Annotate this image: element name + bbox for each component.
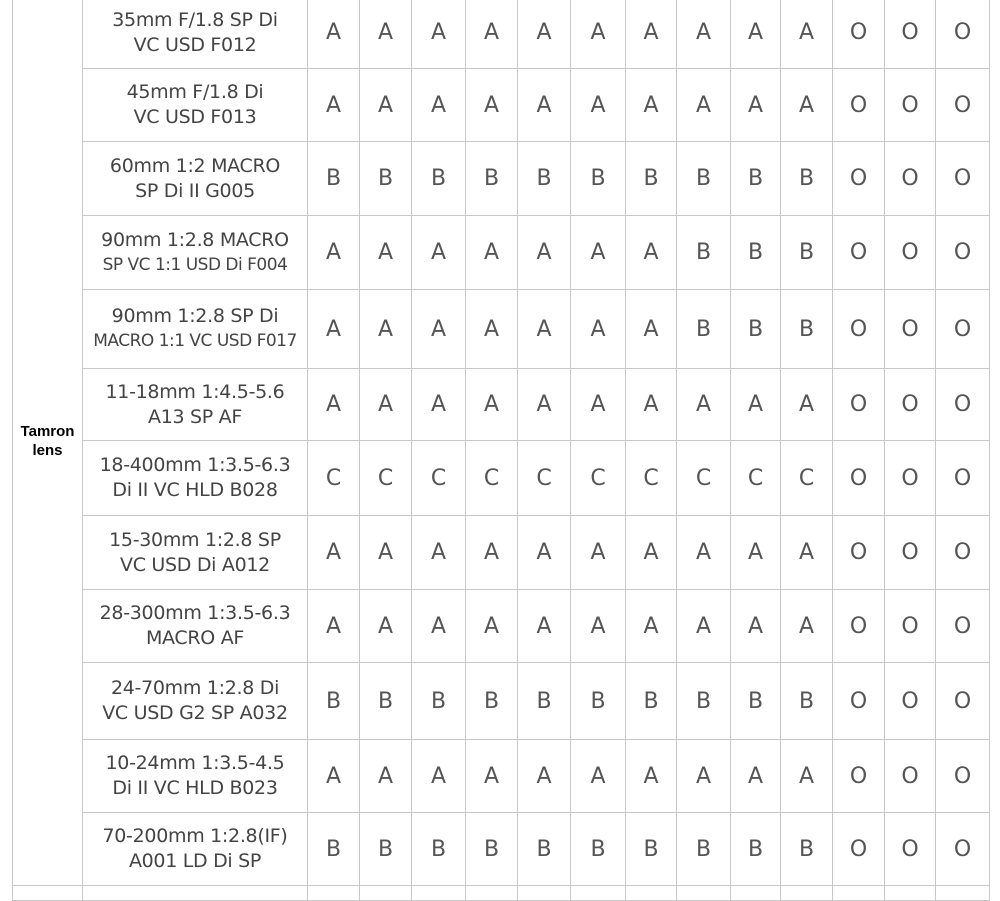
lens-name-line: 11-18mm 1:4.5-5.6 [105, 380, 285, 403]
table-body [13, 0, 990, 901]
compat-value-cell: A [466, 590, 518, 663]
compat-value-cell: O [833, 740, 885, 813]
compat-value-cell: O [833, 142, 885, 216]
lens-name-line: VC USD G2 SP A032 [102, 702, 288, 724]
compat-value-cell: B [781, 290, 833, 369]
empty-cell [83, 886, 308, 901]
compat-value-cell: A [412, 590, 466, 663]
lens-name-line: 35mm F/1.8 SP Di [112, 8, 278, 31]
compat-value-cell: A [412, 216, 466, 290]
compat-value-cell: B [677, 813, 731, 886]
compat-value-cell: A [518, 69, 571, 142]
compat-value-cell: A [677, 69, 731, 142]
lens-name-line: VC USD F012 [133, 33, 257, 56]
lens-name-line: Di II VC HLD B023 [112, 777, 278, 799]
compat-value-cell: A [466, 0, 518, 69]
compat-value-cell: A [412, 516, 466, 590]
compat-value-cell: A [466, 740, 518, 813]
compat-value-cell: A [571, 216, 626, 290]
compat-value-cell: B [518, 142, 571, 216]
compat-value-cell: A [571, 369, 626, 441]
compat-value-cell: O [936, 69, 990, 142]
compat-value-cell: O [936, 0, 990, 69]
table-row [13, 369, 990, 441]
compat-value-cell: B [731, 216, 781, 290]
compat-value-cell: C [360, 441, 412, 516]
compat-value-cell: A [781, 0, 833, 69]
empty-cell [677, 886, 731, 901]
compat-value-cell: O [936, 663, 990, 740]
compat-value-cell: B [466, 663, 518, 740]
compat-value-cell: O [936, 216, 990, 290]
compat-value-cell: O [936, 369, 990, 441]
compat-value-cell: O [936, 290, 990, 369]
lens-name-line: A13 SP AF [148, 405, 242, 428]
compat-value-cell: A [308, 69, 360, 142]
table-row [13, 290, 990, 369]
lens-name-line: A001 LD Di SP [128, 850, 262, 872]
compat-value-cell: A [571, 740, 626, 813]
compat-value-cell: B [518, 813, 571, 886]
compat-value-cell: O [885, 69, 936, 142]
compat-value-cell: A [626, 740, 677, 813]
compat-value-cell: A [518, 369, 571, 441]
table-row [13, 216, 990, 290]
lens-name-cell [83, 0, 308, 69]
compat-value-cell: B [781, 813, 833, 886]
lens-name-line: SP Di II G005 [135, 179, 255, 202]
compat-value-cell: O [885, 369, 936, 441]
compat-value-cell: A [731, 516, 781, 590]
compat-value-cell: B [360, 663, 412, 740]
compat-value-cell: A [626, 369, 677, 441]
compat-value-cell: A [518, 590, 571, 663]
compat-value-cell: A [781, 369, 833, 441]
lens-name-line: Di II VC HLD B028 [112, 479, 278, 501]
compat-value-cell: B [626, 663, 677, 740]
compat-value-cell: O [885, 740, 936, 813]
empty-cell [781, 886, 833, 901]
compat-value-cell: A [360, 216, 412, 290]
lens-compatibility-table [12, 0, 990, 901]
empty-cell [936, 886, 990, 901]
lens-name-cell [83, 740, 308, 813]
compat-value-cell: O [936, 590, 990, 663]
compat-value-cell: B [571, 813, 626, 886]
compat-value-cell: A [571, 290, 626, 369]
table-row [13, 590, 990, 663]
compat-value-cell: B [731, 663, 781, 740]
brand-label: Tamron [20, 423, 75, 440]
compat-value-cell: O [936, 441, 990, 516]
compat-value-cell: A [308, 0, 360, 69]
table-row [13, 813, 990, 886]
compat-value-cell: B [466, 813, 518, 886]
table-row [13, 0, 990, 69]
compat-value-cell: O [885, 516, 936, 590]
compat-value-cell: B [360, 142, 412, 216]
lens-name-cell [83, 142, 308, 216]
compat-value-cell: A [731, 369, 781, 441]
compat-value-cell: B [571, 142, 626, 216]
compat-value-cell: A [781, 516, 833, 590]
table-row [13, 740, 990, 813]
compat-value-cell: A [466, 69, 518, 142]
compat-value-cell: O [833, 69, 885, 142]
compat-value-cell: A [466, 216, 518, 290]
compat-value-cell: A [360, 369, 412, 441]
compat-value-cell: B [308, 142, 360, 216]
compat-value-cell: A [308, 216, 360, 290]
compat-value-cell: A [518, 0, 571, 69]
compat-value-cell: A [412, 69, 466, 142]
compat-value-cell: A [571, 590, 626, 663]
empty-cell [833, 886, 885, 901]
compat-value-cell: C [781, 441, 833, 516]
compat-value-cell: A [360, 290, 412, 369]
compat-value-cell: B [466, 142, 518, 216]
compat-value-cell: O [833, 663, 885, 740]
compat-value-cell: O [833, 216, 885, 290]
table-row [13, 142, 990, 216]
compat-value-cell: A [412, 0, 466, 69]
lens-name-line: 70-200mm 1:2.8(IF) [102, 825, 288, 847]
compat-value-cell: A [571, 69, 626, 142]
compat-value-cell: A [626, 516, 677, 590]
compat-value-cell: A [360, 69, 412, 142]
lens-name-cell [83, 663, 308, 740]
lens-name-line: MACRO AF [145, 627, 245, 649]
compat-value-cell: A [677, 0, 731, 69]
compat-value-cell: B [781, 142, 833, 216]
table-row [13, 516, 990, 590]
compat-value-cell: O [833, 441, 885, 516]
lens-name-cell [83, 516, 308, 590]
compat-value-cell: A [626, 290, 677, 369]
lens-name-line: 24-70mm 1:2.8 Di [110, 677, 280, 699]
compat-value-cell: A [412, 290, 466, 369]
lens-name-line: VC USD F013 [133, 106, 257, 128]
compat-value-cell: A [731, 69, 781, 142]
compat-value-cell: C [571, 441, 626, 516]
compat-value-cell: B [412, 663, 466, 740]
empty-cell [360, 886, 412, 901]
compat-value-cell: B [626, 142, 677, 216]
empty-cell [518, 886, 571, 901]
compat-value-cell: B [677, 290, 731, 369]
compat-value-cell: B [360, 813, 412, 886]
compat-value-cell: A [571, 516, 626, 590]
empty-cell [731, 886, 781, 901]
compat-value-cell: B [412, 813, 466, 886]
compat-value-cell: O [885, 813, 936, 886]
compat-value-cell: B [677, 663, 731, 740]
lens-name-line: 15-30mm 1:2.8 SP [109, 528, 281, 551]
lens-name-cell [83, 216, 308, 290]
lens-name-line: MACRO 1:1 VC USD F017 [93, 331, 297, 351]
compat-value-cell: B [308, 663, 360, 740]
lens-name-line: 10-24mm 1:3.5-4.5 [105, 752, 285, 774]
compat-value-cell: B [677, 216, 731, 290]
compat-value-cell: A [466, 290, 518, 369]
lens-name-cell [83, 69, 308, 142]
compat-value-cell: B [518, 663, 571, 740]
compat-value-cell: A [677, 516, 731, 590]
compat-value-cell: A [308, 740, 360, 813]
compat-value-cell: O [885, 142, 936, 216]
brand-cell [13, 0, 83, 886]
compat-value-cell: B [308, 813, 360, 886]
compat-value-cell: A [360, 740, 412, 813]
compat-value-cell: O [885, 290, 936, 369]
compat-value-cell: C [518, 441, 571, 516]
lens-name-line: 28-300mm 1:3.5-6.3 [99, 602, 291, 624]
lens-name-line: 18-400mm 1:3.5-6.3 [99, 454, 291, 476]
compat-value-cell: B [731, 142, 781, 216]
lens-name-line: 60mm 1:2 MACRO [109, 154, 281, 177]
compat-value-cell: A [626, 69, 677, 142]
table-row [13, 886, 990, 901]
compat-value-cell: O [833, 516, 885, 590]
compat-value-cell: O [936, 740, 990, 813]
lens-name-cell [83, 290, 308, 369]
compat-value-cell: A [626, 0, 677, 69]
lens-name-line: SP VC 1:1 USD Di F004 [102, 254, 288, 275]
compat-value-cell: O [833, 813, 885, 886]
compat-value-cell: B [412, 142, 466, 216]
compat-value-cell: O [885, 216, 936, 290]
compat-value-cell: A [677, 740, 731, 813]
table-row [13, 441, 990, 516]
compat-value-cell: A [518, 290, 571, 369]
lens-name-cell [83, 813, 308, 886]
compat-value-cell: A [626, 216, 677, 290]
empty-cell [308, 886, 360, 901]
compat-value-cell: B [731, 290, 781, 369]
compat-value-cell: O [885, 441, 936, 516]
compat-value-cell: B [571, 663, 626, 740]
compat-value-cell: A [731, 740, 781, 813]
compat-value-cell: C [677, 441, 731, 516]
compat-value-cell: A [518, 516, 571, 590]
compat-value-cell: A [466, 369, 518, 441]
compat-value-cell: O [936, 813, 990, 886]
lens-name-cell [83, 590, 308, 663]
compat-value-cell: O [936, 142, 990, 216]
compat-value-cell: A [360, 0, 412, 69]
compat-value-cell: A [308, 369, 360, 441]
empty-cell [13, 886, 83, 901]
lens-name-line: VC USD Di A012 [120, 553, 270, 576]
lens-name-cell [83, 441, 308, 516]
lens-name-cell [83, 369, 308, 441]
compat-value-cell: A [731, 590, 781, 663]
brand-sublabel: lens [32, 442, 63, 459]
compat-value-cell: O [833, 369, 885, 441]
compat-value-cell: A [518, 740, 571, 813]
compat-value-cell: O [833, 0, 885, 69]
compat-value-cell: A [308, 590, 360, 663]
compat-value-cell: A [781, 590, 833, 663]
compat-value-cell: A [677, 369, 731, 441]
compat-value-cell: A [412, 369, 466, 441]
compat-value-cell: O [885, 0, 936, 69]
lens-name-line: 45mm F/1.8 Di [126, 81, 264, 103]
compat-value-cell: A [466, 516, 518, 590]
compat-value-cell: B [677, 142, 731, 216]
empty-cell [626, 886, 677, 901]
compat-value-cell: A [626, 590, 677, 663]
compat-value-cell: A [308, 290, 360, 369]
compat-value-cell: B [781, 216, 833, 290]
compat-value-cell: B [781, 663, 833, 740]
compat-value-cell: C [626, 441, 677, 516]
compat-value-cell: B [731, 813, 781, 886]
table-row [13, 663, 990, 740]
compat-value-cell: A [518, 216, 571, 290]
compat-value-cell: A [360, 516, 412, 590]
lens-name-line: 90mm 1:2.8 SP Di [111, 305, 279, 327]
compat-value-cell: O [833, 290, 885, 369]
table-row [13, 69, 990, 142]
compat-value-cell: C [466, 441, 518, 516]
compat-value-cell: A [308, 516, 360, 590]
lens-name-line: 90mm 1:2.8 MACRO [101, 228, 289, 251]
empty-cell [885, 886, 936, 901]
compat-value-cell: A [731, 0, 781, 69]
compat-value-cell: A [571, 0, 626, 69]
empty-cell [466, 886, 518, 901]
empty-cell [412, 886, 466, 901]
compat-value-cell: O [885, 590, 936, 663]
compat-value-cell: C [412, 441, 466, 516]
empty-cell [571, 886, 626, 901]
compat-value-cell: B [626, 813, 677, 886]
compat-value-cell: O [833, 590, 885, 663]
compat-value-cell: C [308, 441, 360, 516]
compat-value-cell: A [677, 590, 731, 663]
compat-value-cell: A [781, 740, 833, 813]
compat-value-cell: A [412, 740, 466, 813]
compat-value-cell: C [731, 441, 781, 516]
compat-value-cell: O [936, 516, 990, 590]
compat-value-cell: A [781, 69, 833, 142]
compat-value-cell: O [885, 663, 936, 740]
compat-value-cell: A [360, 590, 412, 663]
